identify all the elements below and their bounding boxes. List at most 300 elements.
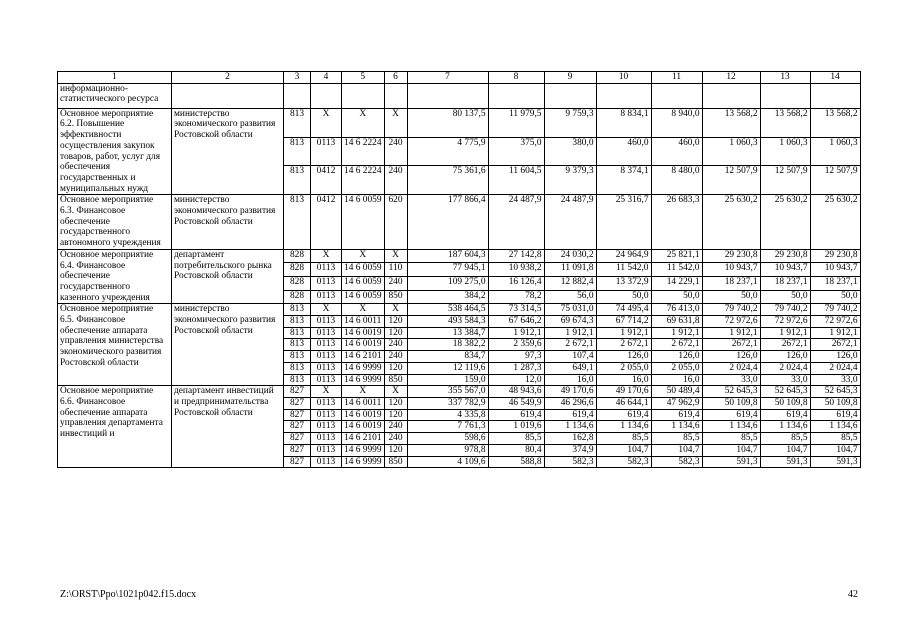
year-amount: 50,0 bbox=[596, 290, 651, 304]
executor-name: департамент потребительского рынка Ростовской области bbox=[172, 249, 284, 304]
ministry-code bbox=[284, 83, 311, 108]
section-code: 0412 bbox=[311, 166, 342, 195]
executor-name: министерство экономического развития Ростовской области bbox=[172, 195, 284, 250]
year-amount: 104,7 bbox=[651, 444, 702, 456]
total-amount: 4 775,9 bbox=[407, 137, 488, 166]
section-code: 0113 bbox=[311, 444, 342, 456]
year-amount: 85,5 bbox=[488, 433, 544, 445]
year-amount: 374,9 bbox=[544, 444, 596, 456]
target-article-code: 14 6 2224 bbox=[342, 166, 385, 195]
page-number: 42 bbox=[848, 589, 858, 600]
year-amount: 29 230,8 bbox=[702, 249, 760, 263]
year-amount: 126,0 bbox=[760, 351, 810, 363]
year-amount: 10 938,2 bbox=[488, 263, 544, 277]
year-amount: 50 109,8 bbox=[810, 397, 860, 409]
target-article-code bbox=[342, 83, 385, 108]
year-amount: 85,5 bbox=[810, 433, 860, 445]
year-amount: 10 943,7 bbox=[702, 263, 760, 277]
year-amount: 16,0 bbox=[596, 374, 651, 386]
total-amount: 12 119,6 bbox=[407, 362, 488, 374]
year-amount: 2 672,1 bbox=[544, 339, 596, 351]
year-amount: 582,3 bbox=[544, 456, 596, 468]
total-amount: 598,6 bbox=[407, 433, 488, 445]
total-amount: 159,0 bbox=[407, 374, 488, 386]
total-amount: 7 761,3 bbox=[407, 421, 488, 433]
section-code: 0412 bbox=[311, 195, 342, 250]
year-amount: 79 740,2 bbox=[702, 304, 760, 316]
year-amount: 24 487,9 bbox=[488, 195, 544, 250]
total-amount: 337 782,9 bbox=[407, 397, 488, 409]
column-header: 4 bbox=[311, 72, 342, 84]
year-amount: 50 109,8 bbox=[702, 397, 760, 409]
column-header: 7 bbox=[407, 72, 488, 84]
year-amount bbox=[544, 83, 596, 108]
year-amount: 619,4 bbox=[760, 409, 810, 421]
year-amount: 67 714,2 bbox=[596, 316, 651, 328]
year-amount: 1 019,6 bbox=[488, 421, 544, 433]
year-amount: 79 740,2 bbox=[760, 304, 810, 316]
expense-type-code: X bbox=[384, 386, 407, 398]
column-header: 9 bbox=[544, 72, 596, 84]
total-amount: 4 109,6 bbox=[407, 456, 488, 468]
expense-type-code: 120 bbox=[384, 327, 407, 339]
year-amount: 26 683,3 bbox=[651, 195, 702, 250]
year-amount: 126,0 bbox=[651, 351, 702, 363]
ministry-code: 827 bbox=[284, 421, 311, 433]
table-row bbox=[58, 195, 861, 250]
year-amount bbox=[488, 83, 544, 108]
year-amount: 162,8 bbox=[544, 433, 596, 445]
year-amount: 591,3 bbox=[702, 456, 760, 468]
expense-type-code: X bbox=[384, 304, 407, 316]
target-article-code: 14 6 9999 bbox=[342, 362, 385, 374]
year-amount bbox=[596, 83, 651, 108]
total-amount: 493 584,3 bbox=[407, 316, 488, 328]
total-amount: 4 335,8 bbox=[407, 409, 488, 421]
section-code: 0113 bbox=[311, 374, 342, 386]
expense-type-code: 240 bbox=[384, 166, 407, 195]
target-article-code: 14 6 0059 bbox=[342, 277, 385, 291]
ministry-code: 827 bbox=[284, 433, 311, 445]
year-amount: 16,0 bbox=[651, 374, 702, 386]
expense-type-code: 240 bbox=[384, 339, 407, 351]
executor-name: департамент инвестиций и предпринимательства Ростовской области bbox=[172, 386, 284, 468]
year-amount: 2 672,1 bbox=[651, 339, 702, 351]
section-code: 0113 bbox=[311, 263, 342, 277]
year-amount: 2 024,4 bbox=[702, 362, 760, 374]
year-amount: 1 134,6 bbox=[544, 421, 596, 433]
target-article-code: X bbox=[342, 386, 385, 398]
target-article-code: X bbox=[342, 249, 385, 263]
target-article-code: 14 6 0019 bbox=[342, 327, 385, 339]
year-amount: 1 287,3 bbox=[488, 362, 544, 374]
executor-name: министерство экономического развития Ростовской области bbox=[172, 108, 284, 195]
expense-type-code: 120 bbox=[384, 362, 407, 374]
ministry-code: 813 bbox=[284, 166, 311, 195]
year-amount: 104,7 bbox=[596, 444, 651, 456]
year-amount: 619,4 bbox=[702, 409, 760, 421]
table-row bbox=[58, 249, 861, 263]
year-amount: 11 542,0 bbox=[596, 263, 651, 277]
section-code: X bbox=[311, 304, 342, 316]
ministry-code: 813 bbox=[284, 108, 311, 137]
section-code: 0113 bbox=[311, 362, 342, 374]
table-row bbox=[58, 304, 861, 316]
year-amount: 582,3 bbox=[596, 456, 651, 468]
year-amount: 1 912,1 bbox=[702, 327, 760, 339]
target-article-code: 14 6 0019 bbox=[342, 339, 385, 351]
document-path: Z:\ORST\Ppo\1021p042.f15.docx bbox=[60, 589, 197, 600]
year-amount: 24 964,9 bbox=[596, 249, 651, 263]
target-article-code: 14 6 0019 bbox=[342, 421, 385, 433]
year-amount: 582,3 bbox=[651, 456, 702, 468]
year-amount: 56,0 bbox=[544, 290, 596, 304]
year-amount: 11 091,8 bbox=[544, 263, 596, 277]
year-amount bbox=[760, 83, 810, 108]
year-amount: 1 060,3 bbox=[810, 137, 860, 166]
year-amount: 11 542,0 bbox=[651, 263, 702, 277]
year-amount: 126,0 bbox=[702, 351, 760, 363]
ministry-code: 828 bbox=[284, 290, 311, 304]
expense-type-code: 850 bbox=[384, 290, 407, 304]
year-amount: 126,0 bbox=[596, 351, 651, 363]
expense-type-code: 120 bbox=[384, 409, 407, 421]
expense-type-code: 120 bbox=[384, 316, 407, 328]
column-header: 6 bbox=[384, 72, 407, 84]
year-amount: 49 170,6 bbox=[544, 386, 596, 398]
year-amount: 380,0 bbox=[544, 137, 596, 166]
activity-title: Основное мероприятие 6.6. Финансовое обеспечение аппарата управления департамента инвестиций и bbox=[58, 386, 172, 468]
year-amount: 78,2 bbox=[488, 290, 544, 304]
year-amount bbox=[702, 83, 760, 108]
year-amount: 104,7 bbox=[702, 444, 760, 456]
total-amount: 834,7 bbox=[407, 351, 488, 363]
year-amount: 12 507,9 bbox=[760, 166, 810, 195]
year-amount: 12 507,9 bbox=[702, 166, 760, 195]
year-amount: 1 134,6 bbox=[702, 421, 760, 433]
year-amount: 29 230,8 bbox=[760, 249, 810, 263]
year-amount: 14 229,1 bbox=[651, 277, 702, 291]
year-amount: 1 912,1 bbox=[760, 327, 810, 339]
year-amount: 47 962,9 bbox=[651, 397, 702, 409]
ministry-code: 828 bbox=[284, 277, 311, 291]
year-amount: 16,0 bbox=[544, 374, 596, 386]
section-code: X bbox=[311, 386, 342, 398]
year-amount: 25 630,2 bbox=[810, 195, 860, 250]
target-article-code: X bbox=[342, 304, 385, 316]
year-amount: 33,0 bbox=[760, 374, 810, 386]
target-article-code: 14 6 0011 bbox=[342, 397, 385, 409]
table-row bbox=[58, 386, 861, 398]
year-amount: 48 943,6 bbox=[488, 386, 544, 398]
year-amount: 619,4 bbox=[544, 409, 596, 421]
year-amount: 2 024,4 bbox=[760, 362, 810, 374]
year-amount: 50 109,8 bbox=[760, 397, 810, 409]
year-amount: 69 674,3 bbox=[544, 316, 596, 328]
column-header: 14 bbox=[810, 72, 860, 84]
year-amount: 9 379,3 bbox=[544, 166, 596, 195]
total-amount: 18 382,2 bbox=[407, 339, 488, 351]
target-article-code: 14 6 2101 bbox=[342, 433, 385, 445]
year-amount: 1 134,6 bbox=[760, 421, 810, 433]
activity-title: Основное мероприятие 6.4. Финансовое обеспечение государственного казенного учреждения bbox=[58, 249, 172, 304]
ministry-code: 827 bbox=[284, 456, 311, 468]
executor-name: министерство экономического развития Ростовской области bbox=[172, 304, 284, 386]
year-amount: 85,5 bbox=[702, 433, 760, 445]
year-amount: 49 170,6 bbox=[596, 386, 651, 398]
year-amount: 1 134,6 bbox=[810, 421, 860, 433]
year-amount: 11 979,5 bbox=[488, 108, 544, 137]
year-amount: 24 030,2 bbox=[544, 249, 596, 263]
total-amount: 384,2 bbox=[407, 290, 488, 304]
column-header: 12 bbox=[702, 72, 760, 84]
total-amount bbox=[407, 83, 488, 108]
expense-type-code: 620 bbox=[384, 195, 407, 250]
ministry-code: 813 bbox=[284, 195, 311, 250]
section-code: 0113 bbox=[311, 351, 342, 363]
year-amount: 460,0 bbox=[651, 137, 702, 166]
expense-type-code: X bbox=[384, 108, 407, 137]
year-amount: 2672,1 bbox=[760, 339, 810, 351]
year-amount: 29 230,8 bbox=[810, 249, 860, 263]
column-header: 2 bbox=[172, 72, 284, 84]
target-article-code: 14 6 9999 bbox=[342, 374, 385, 386]
year-amount: 74 495,4 bbox=[596, 304, 651, 316]
year-amount: 2 055,0 bbox=[651, 362, 702, 374]
year-amount: 104,7 bbox=[810, 444, 860, 456]
year-amount: 1 912,1 bbox=[810, 327, 860, 339]
year-amount: 11 604,5 bbox=[488, 166, 544, 195]
year-amount: 80,4 bbox=[488, 444, 544, 456]
total-amount: 80 137,5 bbox=[407, 108, 488, 137]
column-header: 8 bbox=[488, 72, 544, 84]
year-amount: 649,1 bbox=[544, 362, 596, 374]
activity-title: Основное мероприятие 6.2. Повышение эффективности осуществления закупок товаров, работ, услуг для обеспечения государственных и муниципальных нужд bbox=[58, 108, 172, 195]
year-amount: 2672,1 bbox=[810, 339, 860, 351]
budget-table bbox=[57, 71, 861, 468]
section-code: 0113 bbox=[311, 456, 342, 468]
expense-type-code: 240 bbox=[384, 433, 407, 445]
year-amount: 25 821,1 bbox=[651, 249, 702, 263]
year-amount: 85,5 bbox=[596, 433, 651, 445]
expense-type-code: 120 bbox=[384, 444, 407, 456]
year-amount: 9 759,3 bbox=[544, 108, 596, 137]
ministry-code: 813 bbox=[284, 137, 311, 166]
year-amount: 33,0 bbox=[810, 374, 860, 386]
year-amount: 79 740,2 bbox=[810, 304, 860, 316]
year-amount: 13 568,2 bbox=[760, 108, 810, 137]
year-amount: 13 568,2 bbox=[702, 108, 760, 137]
total-amount: 355 567,0 bbox=[407, 386, 488, 398]
expense-type-code: 850 bbox=[384, 456, 407, 468]
expense-type-code bbox=[384, 83, 407, 108]
year-amount: 97,3 bbox=[488, 351, 544, 363]
section-code: 0113 bbox=[311, 409, 342, 421]
activity-title: Основное мероприятие 6.5. Финансовое обеспечение аппарата управления министерства экономического развития Ростовской области bbox=[58, 304, 172, 386]
column-header: 13 bbox=[760, 72, 810, 84]
year-amount: 46 296,6 bbox=[544, 397, 596, 409]
year-amount: 18 237,1 bbox=[810, 277, 860, 291]
year-amount: 2 055,0 bbox=[596, 362, 651, 374]
total-amount: 77 945,1 bbox=[407, 263, 488, 277]
year-amount: 619,4 bbox=[810, 409, 860, 421]
ministry-code: 827 bbox=[284, 409, 311, 421]
target-article-code: 14 6 0059 bbox=[342, 263, 385, 277]
ministry-code: 827 bbox=[284, 444, 311, 456]
year-amount: 619,4 bbox=[488, 409, 544, 421]
year-amount: 75 031,0 bbox=[544, 304, 596, 316]
year-amount: 50,0 bbox=[760, 290, 810, 304]
section-code: 0113 bbox=[311, 327, 342, 339]
year-amount: 72 972,6 bbox=[702, 316, 760, 328]
section-code: 0113 bbox=[311, 277, 342, 291]
target-article-code: 14 6 0059 bbox=[342, 195, 385, 250]
year-amount: 619,4 bbox=[596, 409, 651, 421]
year-amount: 46 644,1 bbox=[596, 397, 651, 409]
year-amount: 1 912,1 bbox=[651, 327, 702, 339]
ministry-code: 813 bbox=[284, 316, 311, 328]
year-amount: 10 943,7 bbox=[810, 263, 860, 277]
year-amount: 67 646,2 bbox=[488, 316, 544, 328]
column-header: 11 bbox=[651, 72, 702, 84]
year-amount: 1 912,1 bbox=[596, 327, 651, 339]
year-amount: 588,8 bbox=[488, 456, 544, 468]
section-code: X bbox=[311, 108, 342, 137]
target-article-code: 14 6 0059 bbox=[342, 290, 385, 304]
year-amount: 12,0 bbox=[488, 374, 544, 386]
total-amount: 177 866,4 bbox=[407, 195, 488, 250]
year-amount: 72 972,6 bbox=[810, 316, 860, 328]
year-amount: 24 487,9 bbox=[544, 195, 596, 250]
target-article-code: 14 6 9999 bbox=[342, 456, 385, 468]
target-article-code: 14 6 0019 bbox=[342, 409, 385, 421]
expense-type-code: 240 bbox=[384, 277, 407, 291]
target-article-code: 14 6 2101 bbox=[342, 351, 385, 363]
year-amount: 27 142,8 bbox=[488, 249, 544, 263]
year-amount: 25 316,7 bbox=[596, 195, 651, 250]
section-code: 0113 bbox=[311, 316, 342, 328]
table-row bbox=[58, 83, 861, 108]
year-amount: 18 237,1 bbox=[702, 277, 760, 291]
year-amount: 8 374,1 bbox=[596, 166, 651, 195]
year-amount: 13 372,9 bbox=[596, 277, 651, 291]
year-amount: 85,5 bbox=[651, 433, 702, 445]
year-amount: 50 489,4 bbox=[651, 386, 702, 398]
year-amount: 2 024,4 bbox=[810, 362, 860, 374]
total-amount: 187 604,3 bbox=[407, 249, 488, 263]
year-amount: 12 507,9 bbox=[810, 166, 860, 195]
year-amount: 2 672,1 bbox=[596, 339, 651, 351]
year-amount: 33,0 bbox=[702, 374, 760, 386]
ministry-code: 827 bbox=[284, 386, 311, 398]
table-row bbox=[58, 108, 861, 137]
year-amount: 2 359,6 bbox=[488, 339, 544, 351]
target-article-code: 14 6 9999 bbox=[342, 444, 385, 456]
year-amount bbox=[810, 83, 860, 108]
year-amount: 50,0 bbox=[702, 290, 760, 304]
year-amount: 8 940,0 bbox=[651, 108, 702, 137]
year-amount: 85,5 bbox=[760, 433, 810, 445]
year-amount: 10 943,7 bbox=[760, 263, 810, 277]
year-amount: 50,0 bbox=[651, 290, 702, 304]
year-amount: 591,3 bbox=[760, 456, 810, 468]
year-amount: 591,3 bbox=[810, 456, 860, 468]
year-amount: 25 630,2 bbox=[760, 195, 810, 250]
total-amount: 13 384,7 bbox=[407, 327, 488, 339]
ministry-code: 813 bbox=[284, 339, 311, 351]
ministry-code: 813 bbox=[284, 304, 311, 316]
year-amount: 18 237,1 bbox=[760, 277, 810, 291]
year-amount: 13 568,2 bbox=[810, 108, 860, 137]
year-amount: 1 134,6 bbox=[596, 421, 651, 433]
ministry-code: 813 bbox=[284, 351, 311, 363]
total-amount: 538 464,5 bbox=[407, 304, 488, 316]
year-amount: 8 480,0 bbox=[651, 166, 702, 195]
ministry-code: 828 bbox=[284, 263, 311, 277]
year-amount: 460,0 bbox=[596, 137, 651, 166]
expense-type-code: 240 bbox=[384, 137, 407, 166]
expense-type-code: 110 bbox=[384, 263, 407, 277]
section-code: 0113 bbox=[311, 290, 342, 304]
year-amount: 1 060,3 bbox=[702, 137, 760, 166]
table-body bbox=[58, 72, 861, 468]
expense-type-code: 240 bbox=[384, 351, 407, 363]
expense-type-code: X bbox=[384, 249, 407, 263]
section-code: 0113 bbox=[311, 339, 342, 351]
section-code: 0113 bbox=[311, 137, 342, 166]
executor-name bbox=[172, 83, 284, 108]
year-amount: 1 912,1 bbox=[488, 327, 544, 339]
section-code: X bbox=[311, 249, 342, 263]
year-amount: 50,0 bbox=[810, 290, 860, 304]
year-amount: 126,0 bbox=[810, 351, 860, 363]
year-amount: 46 549,9 bbox=[488, 397, 544, 409]
year-amount: 12 882,4 bbox=[544, 277, 596, 291]
total-amount: 978,8 bbox=[407, 444, 488, 456]
ministry-code: 813 bbox=[284, 327, 311, 339]
year-amount: 76 413,0 bbox=[651, 304, 702, 316]
section-code: 0113 bbox=[311, 421, 342, 433]
section-code bbox=[311, 83, 342, 108]
year-amount: 52 645,3 bbox=[810, 386, 860, 398]
target-article-code: 14 6 2224 bbox=[342, 137, 385, 166]
expense-type-code: 850 bbox=[384, 374, 407, 386]
year-amount: 25 630,2 bbox=[702, 195, 760, 250]
ministry-code: 828 bbox=[284, 249, 311, 263]
year-amount: 52 645,3 bbox=[702, 386, 760, 398]
year-amount: 104,7 bbox=[760, 444, 810, 456]
year-amount: 72 972,6 bbox=[760, 316, 810, 328]
total-amount: 109 275,0 bbox=[407, 277, 488, 291]
target-article-code: X bbox=[342, 108, 385, 137]
section-code: 0113 bbox=[311, 397, 342, 409]
section-code: 0113 bbox=[311, 433, 342, 445]
ministry-code: 827 bbox=[284, 397, 311, 409]
year-amount: 619,4 bbox=[651, 409, 702, 421]
year-amount: 16 126,4 bbox=[488, 277, 544, 291]
ministry-code: 813 bbox=[284, 362, 311, 374]
expense-type-code: 240 bbox=[384, 421, 407, 433]
column-header: 5 bbox=[342, 72, 385, 84]
year-amount: 1 912,1 bbox=[544, 327, 596, 339]
total-amount: 75 361,6 bbox=[407, 166, 488, 195]
year-amount: 69 631,8 bbox=[651, 316, 702, 328]
year-amount: 73 314,5 bbox=[488, 304, 544, 316]
activity-title: информационно-статистического ресурса bbox=[58, 83, 172, 108]
year-amount bbox=[651, 83, 702, 108]
column-header: 1 bbox=[58, 72, 172, 84]
year-amount: 1 134,6 bbox=[651, 421, 702, 433]
